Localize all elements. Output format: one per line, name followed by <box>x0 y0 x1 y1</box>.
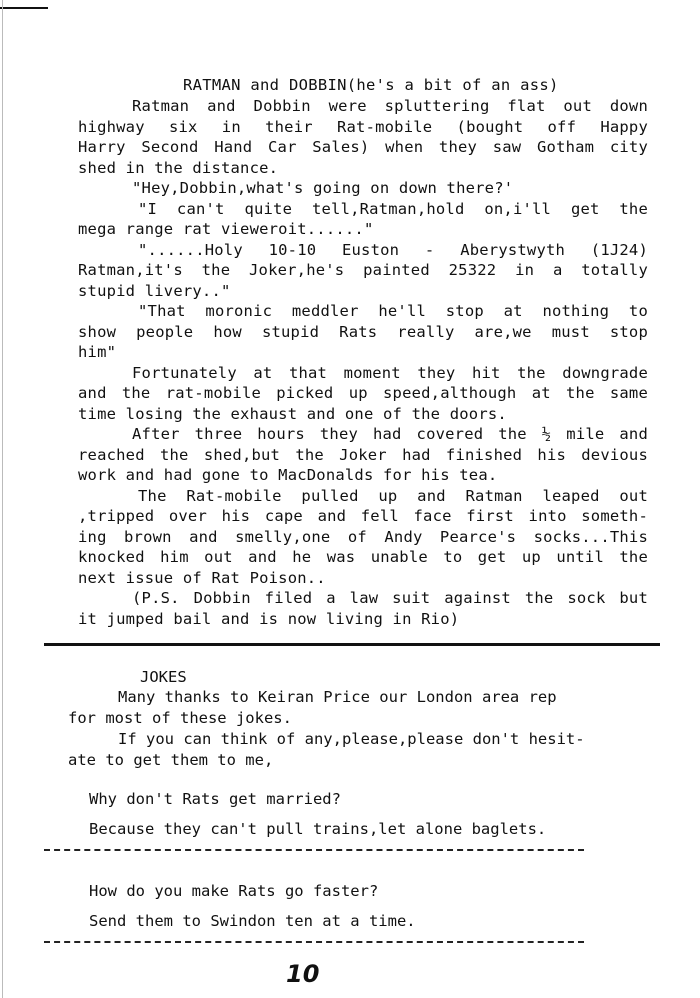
story-line: (P.S. Dobbin filed a law suit against the sock but <box>132 589 648 607</box>
corner-mark <box>0 7 48 9</box>
story-line: "......Holy 10-10 Euston - Aberystwyth (1J24) <box>138 240 648 259</box>
section-divider <box>44 643 660 646</box>
joke-question: How do you make Rats go faster? <box>89 882 379 900</box>
joke-answer: Send them to Swindon ten at a time. <box>89 912 416 930</box>
joke-divider <box>44 849 584 851</box>
intro-line: ate to get them to me, <box>68 751 274 769</box>
story-line: Fortunately at that moment they hit the downgrade <box>132 363 648 382</box>
intro-line: for most of these jokes. <box>68 709 292 727</box>
story-line: Ratman,it's the Joker,he's painted 25322 in a totally <box>78 261 648 279</box>
story-line: "I can't quite tell,Ratman,hold on,i'll get the <box>138 199 648 218</box>
story-line: knocked him out and he was unable to get up until the <box>78 548 648 566</box>
page-number: 10 <box>286 960 320 988</box>
story-line: "That moronic meddler he'll stop at nothing to <box>138 302 648 320</box>
story-line: mega range rat vieweroit......" <box>78 220 374 238</box>
story-line: time losing the exhaust and one of the doors. <box>78 404 507 423</box>
story-line: ing brown and smelly,one of Andy Pearce's socks...This <box>78 527 648 546</box>
story-line: show people how stupid Rats really are,we must stop <box>78 322 648 341</box>
intro-line: If you can think of any,please,please don't hesit- <box>118 730 585 748</box>
story-line: Ratman and Dobbin were spluttering flat out down <box>132 97 648 115</box>
story-line: The Rat-mobile pulled up and Ratman leaped out <box>138 486 648 505</box>
intro-line: Many thanks to Keiran Price our London area rep <box>118 688 557 706</box>
story-line: and the rat-mobile picked up speed,although at the same <box>78 384 648 402</box>
story-line: "Hey,Dobbin,what's going on down there?' <box>132 179 514 197</box>
story-line: him" <box>78 343 117 361</box>
story-body <box>78 96 648 629</box>
story-line: work and had gone to MacDonalds for his tea. <box>78 466 498 484</box>
joke-question: Why don't Rats get married? <box>89 790 341 808</box>
story-line: ,tripped over his cape and fell face first into someth- <box>78 507 648 525</box>
story-line: it jumped bail and is now living in Rio) <box>78 609 460 628</box>
jokes-heading: JOKES <box>140 668 187 686</box>
story-line: next issue of Rat Poison.. <box>78 568 326 587</box>
story-title: RATMAN and DOBBIN(he's a bit of an ass) <box>183 76 559 94</box>
story-line: highway six in their Rat-mobile (bought off Happy <box>78 117 648 136</box>
joke-answer: Because they can't pull trains,let alone baglets. <box>89 820 547 838</box>
story-line: reached the shed,but the Joker had finished his devious <box>78 445 648 464</box>
story-line: Harry Second Hand Car Sales) when they saw Gotham city <box>78 138 648 156</box>
story-line: After three hours they had covered the ½ mile and <box>132 425 648 443</box>
jokes-intro <box>68 687 643 771</box>
story-line: shed in the distance. <box>78 158 279 177</box>
joke-divider <box>44 941 584 943</box>
story-line: stupid livery.." <box>78 281 231 300</box>
page-edge <box>2 0 3 998</box>
